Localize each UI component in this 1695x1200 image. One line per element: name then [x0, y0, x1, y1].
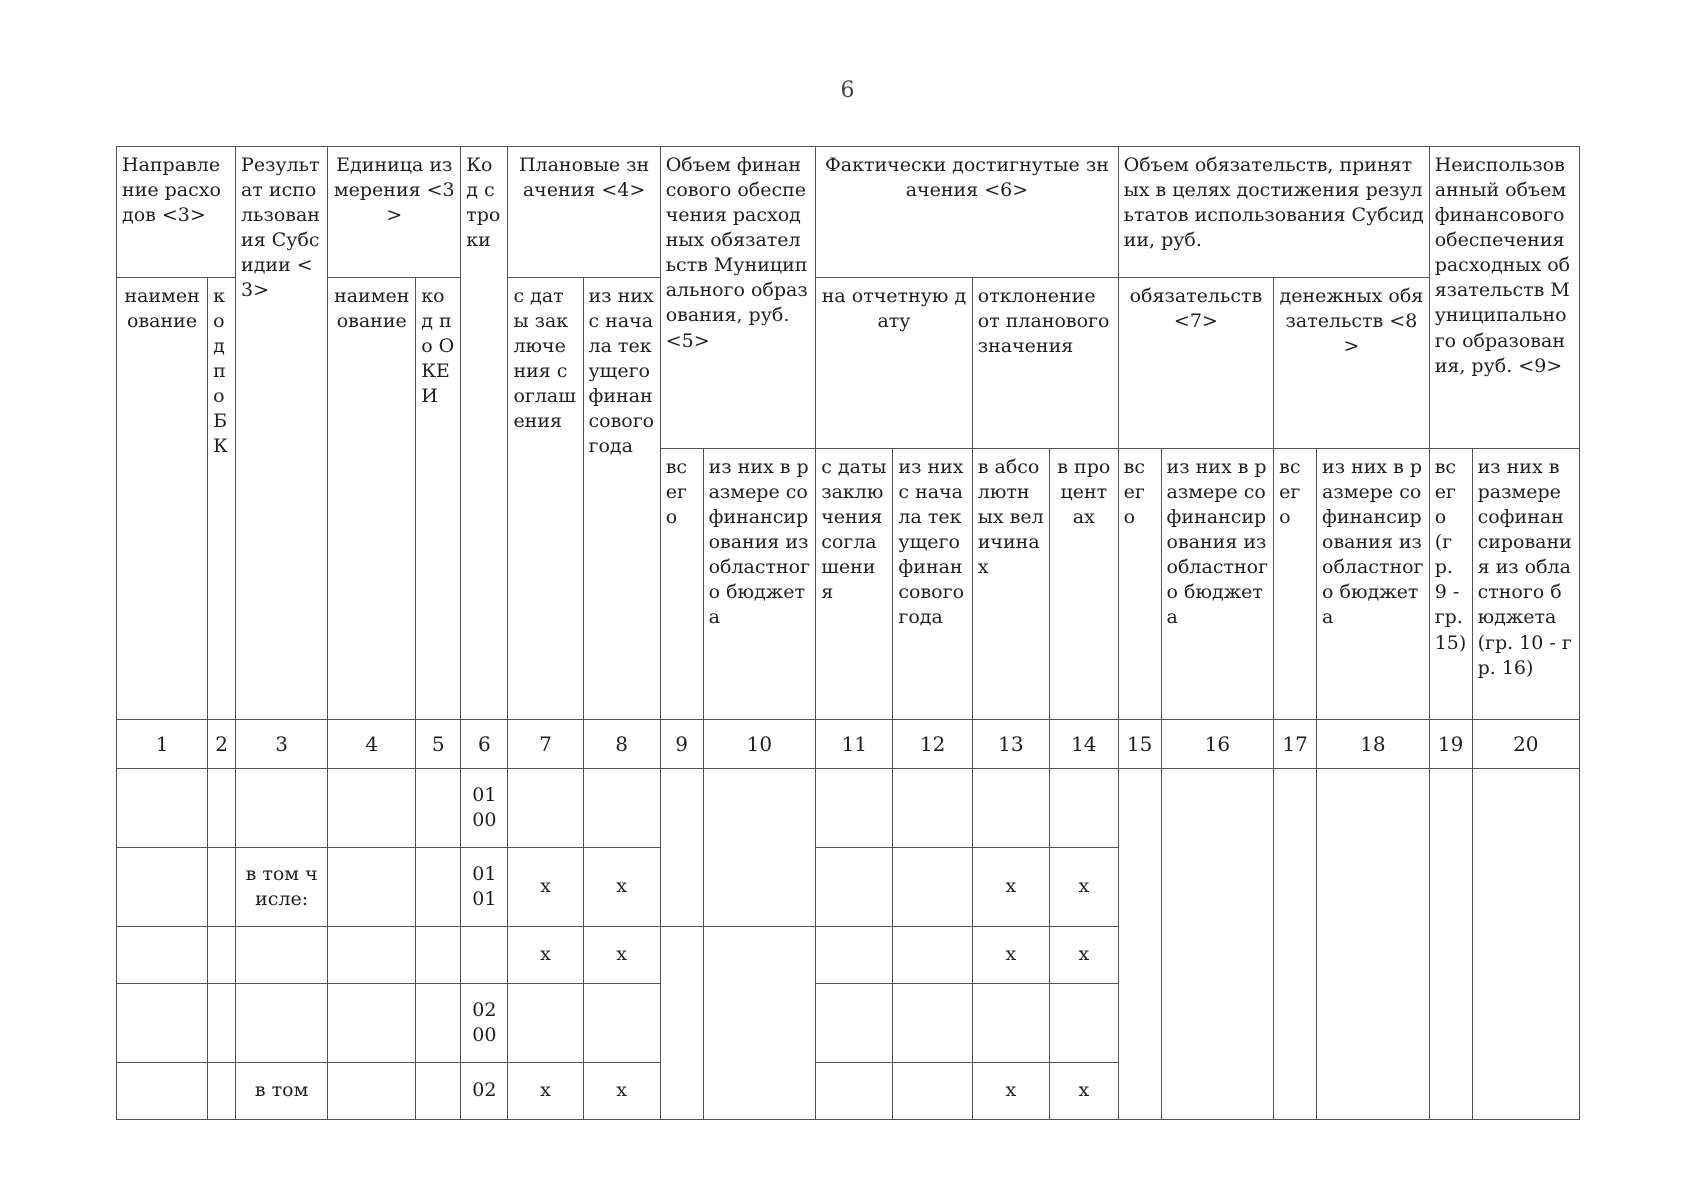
cell-unit-name	[328, 848, 416, 927]
cell-row-code: 02	[461, 1063, 508, 1120]
column-number: 14	[1049, 720, 1118, 769]
cell-plan-8: x	[583, 848, 660, 927]
cell-actual-11	[816, 769, 893, 848]
header-funding-cofin: из них в размере софинансирования из областного бюджета	[703, 449, 816, 720]
cell-result: в том	[236, 1063, 328, 1120]
cell-unused-total	[1429, 769, 1472, 1120]
cell-actual-11	[816, 984, 893, 1063]
column-number: 19	[1429, 720, 1472, 769]
cell-direction-name	[117, 848, 208, 927]
header-row-code: Код строки	[461, 147, 508, 720]
cell-unit-okei	[416, 1063, 461, 1120]
header-funding-total: всего	[660, 449, 703, 720]
cell-result	[236, 927, 328, 984]
cell-actual-12	[893, 927, 972, 984]
column-number: 6	[461, 720, 508, 769]
cell-direction-name	[117, 984, 208, 1063]
cell-obl-total	[1118, 769, 1161, 1120]
column-number: 20	[1472, 720, 1579, 769]
column-number: 11	[816, 720, 893, 769]
cell-plan-7	[508, 769, 583, 848]
column-number: 5	[416, 720, 461, 769]
cell-result	[236, 769, 328, 848]
column-number: 9	[660, 720, 703, 769]
cell-result	[236, 984, 328, 1063]
cell-actual-11	[816, 848, 893, 927]
cell-dev-14: x	[1049, 927, 1118, 984]
header-money-cofin: из них в размере софинансирования из областного бюджета	[1317, 449, 1430, 720]
header-money-total: всего	[1274, 449, 1317, 720]
cell-plan-8	[583, 984, 660, 1063]
column-number: 3	[236, 720, 328, 769]
cell-direction-kbk	[208, 927, 236, 984]
cell-funding-cofin	[703, 769, 816, 927]
cell-unit-okei	[416, 984, 461, 1063]
header-direction-kbk: код по БК	[208, 278, 236, 720]
column-numbers-row	[117, 720, 1580, 769]
header-obl-total: всего	[1118, 449, 1161, 720]
header-obl-cofin: из них в размере софинансирования из областного бюджета	[1161, 449, 1274, 720]
cell-unit-okei	[416, 769, 461, 848]
column-number: 4	[328, 720, 416, 769]
cell-direction-kbk	[208, 1063, 236, 1120]
cell-actual-12	[893, 769, 972, 848]
cell-funding-cofin	[703, 927, 816, 1120]
cell-unit-okei	[416, 848, 461, 927]
header-actual-from-agreement: с даты заключения соглашения	[816, 449, 893, 720]
cell-dev-14	[1049, 769, 1118, 848]
column-number: 1	[117, 720, 208, 769]
column-number: 16	[1161, 720, 1274, 769]
column-number: 2	[208, 720, 236, 769]
column-number: 18	[1317, 720, 1430, 769]
column-number: 13	[972, 720, 1049, 769]
header-unit-okei: код по ОКЕИ	[416, 278, 461, 720]
report-table	[116, 146, 1580, 1120]
cell-row-code: 02 00	[461, 984, 508, 1063]
header-funding: Объем финансового обеспечения расходных обязательств Муниципального образования, руб. <5>	[660, 147, 816, 449]
cell-funding-total	[660, 769, 703, 927]
header-actual-from-year: из них с начала текущего финансового года	[893, 449, 972, 720]
cell-row-code: 01 00	[461, 769, 508, 848]
header-actual: Фактически достигнутые значения <6>	[816, 147, 1118, 278]
cell-money-total	[1274, 769, 1317, 1120]
table-row	[117, 769, 1580, 848]
column-number: 17	[1274, 720, 1317, 769]
header-unit-name: наименование	[328, 278, 416, 720]
header-unused-cofin: из них в размере софинансирования из областного бюджета (гр. 10 - гр. 16)	[1472, 449, 1579, 720]
cell-unit-name	[328, 927, 416, 984]
header-deviation-pct: в процентах	[1049, 449, 1118, 720]
header-planned-from-agreement: с даты заключения соглашения	[508, 278, 583, 720]
cell-result: в том числе:	[236, 848, 328, 927]
header-obligations: Объем обязательств, принятых в целях достижения результатов использования Субсидии, руб.	[1118, 147, 1429, 278]
cell-unit-name	[328, 769, 416, 848]
header-direction-name: наименование	[117, 278, 208, 720]
header-result: Результат использования Субсидии <3>	[236, 147, 328, 720]
cell-money-cofin	[1317, 769, 1430, 1120]
header-obligations-sub: обязательств <7>	[1118, 278, 1273, 449]
cell-obl-cofin	[1161, 769, 1274, 1120]
cell-dev-14: x	[1049, 848, 1118, 927]
cell-row-code: 01 01	[461, 848, 508, 927]
cell-actual-12	[893, 848, 972, 927]
column-number: 12	[893, 720, 972, 769]
cell-actual-12	[893, 984, 972, 1063]
cell-unit-name	[328, 1063, 416, 1120]
cell-dev-14	[1049, 984, 1118, 1063]
cell-dev-13: x	[972, 848, 1049, 927]
cell-actual-11	[816, 1063, 893, 1120]
cell-funding-total	[660, 927, 703, 1120]
header-unused-total: всего (гр. 9 - гр. 15)	[1429, 449, 1472, 720]
cell-dev-13	[972, 984, 1049, 1063]
cell-unused-cofin	[1472, 769, 1579, 1120]
header-actual-deviation: отклонение от планового значения	[972, 278, 1118, 449]
cell-dev-13: x	[972, 1063, 1049, 1120]
cell-row-code	[461, 927, 508, 984]
header-unused: Неиспользованный объем финансового обеспечения расходных обязательств Муниципального образования, руб. <9>	[1429, 147, 1579, 449]
cell-dev-14: x	[1049, 1063, 1118, 1120]
cell-actual-12	[893, 1063, 972, 1120]
page-number: 6	[840, 78, 855, 103]
cell-direction-kbk	[208, 769, 236, 848]
cell-plan-7: x	[508, 848, 583, 927]
cell-direction-kbk	[208, 848, 236, 927]
column-number: 7	[508, 720, 583, 769]
cell-direction-kbk	[208, 984, 236, 1063]
cell-actual-11	[816, 927, 893, 984]
cell-direction-name	[117, 769, 208, 848]
cell-unit-name	[328, 984, 416, 1063]
column-number: 10	[703, 720, 816, 769]
cell-dev-13: x	[972, 927, 1049, 984]
header-planned: Плановые значения <4>	[508, 147, 660, 278]
cell-plan-7	[508, 984, 583, 1063]
header-unit: Единица измерения <3>	[328, 147, 461, 278]
cell-plan-8: x	[583, 1063, 660, 1120]
cell-plan-7: x	[508, 1063, 583, 1120]
header-planned-from-year: из них с начала текущего финансового года	[583, 278, 660, 720]
cell-direction-name	[117, 927, 208, 984]
cell-plan-7: x	[508, 927, 583, 984]
column-number: 8	[583, 720, 660, 769]
cell-direction-name	[117, 1063, 208, 1120]
cell-dev-13	[972, 769, 1049, 848]
cell-unit-okei	[416, 927, 461, 984]
header-deviation-abs: в абсолютных величинах	[972, 449, 1049, 720]
cell-plan-8	[583, 769, 660, 848]
header-actual-at-date: на отчетную дату	[816, 278, 973, 449]
column-number: 15	[1118, 720, 1161, 769]
header-money-obligations: денежных обязательств <8>	[1274, 278, 1430, 449]
header-direction: Направление расходов <3>	[117, 147, 236, 278]
cell-plan-8: x	[583, 927, 660, 984]
